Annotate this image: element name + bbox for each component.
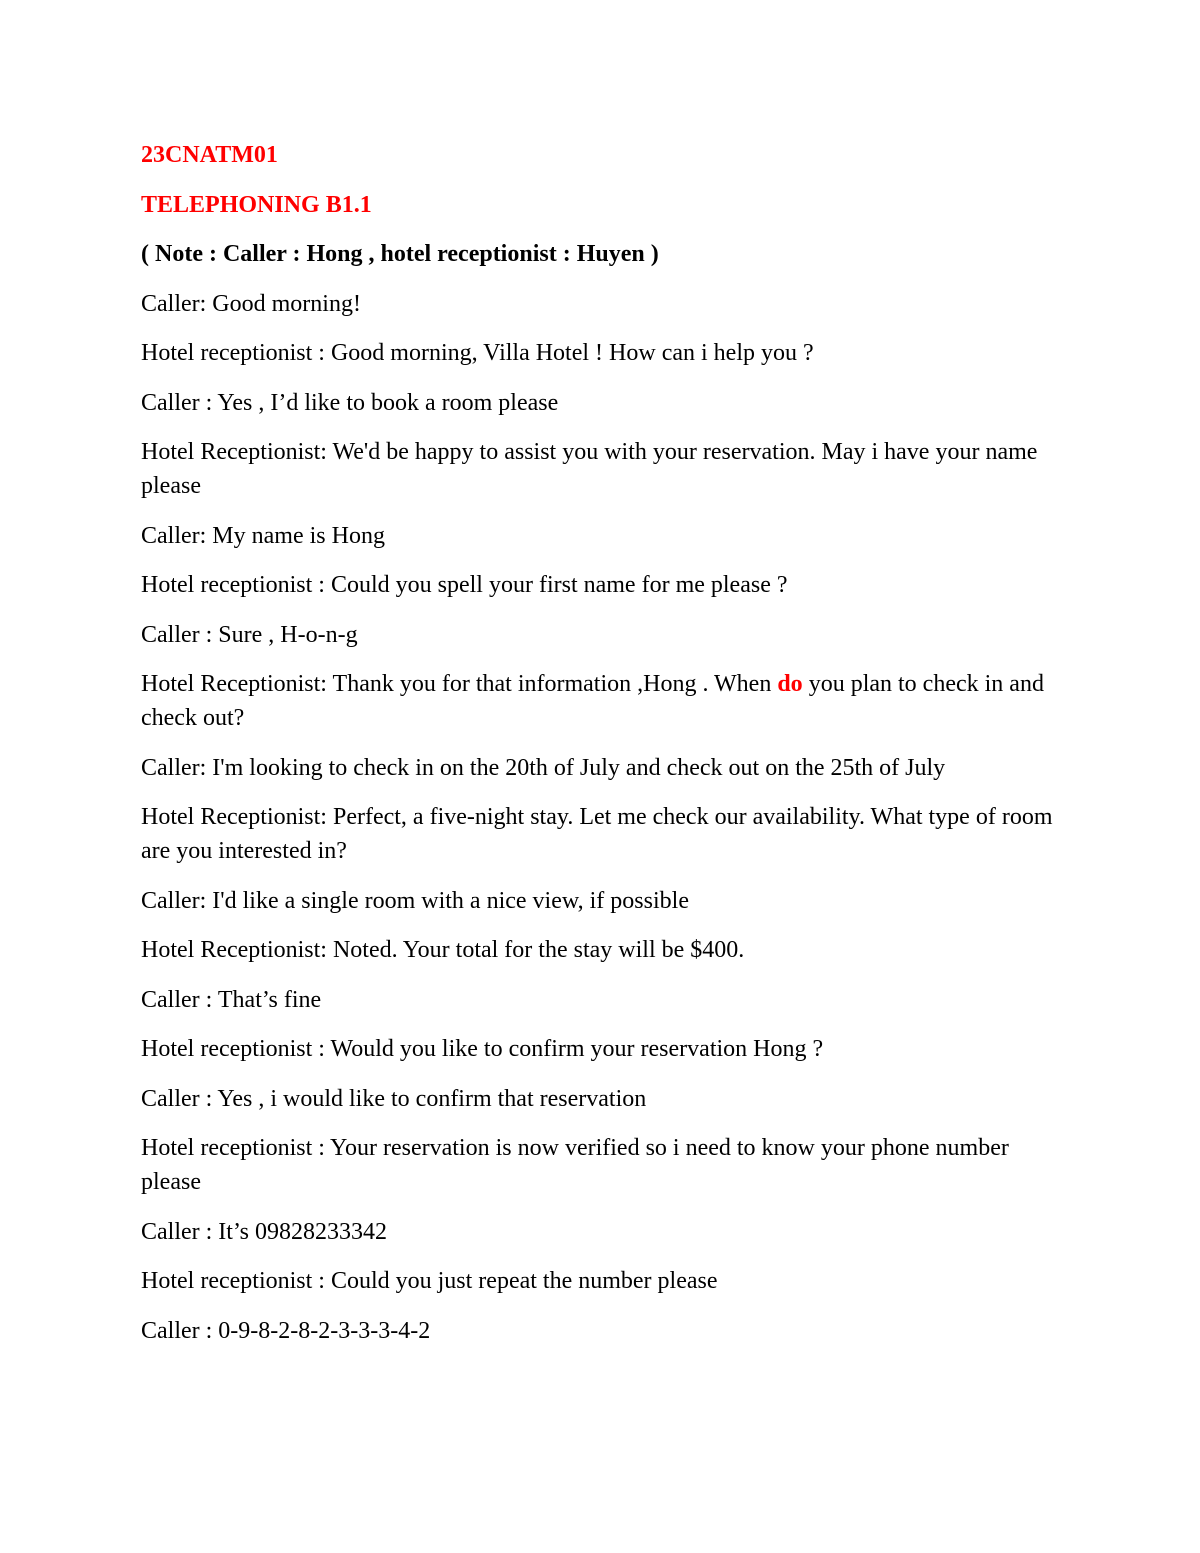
dialogue-text: you plan to check in and check out? xyxy=(141,671,1044,731)
highlighted-word: do xyxy=(777,671,803,697)
dialogue-line: Caller : Sure , H-o-n-g xyxy=(141,621,358,648)
class-code: 23CNATM01 xyxy=(141,142,278,168)
dialogue-line: Caller : That’s fine xyxy=(141,986,322,1013)
dialogue-line: Hotel receptionist : Your reservation is now verified so i need to know your phone number please xyxy=(141,1135,1009,1195)
dialogue-line: Caller : It’s 09828233342 xyxy=(141,1218,387,1245)
dialogue-line: Hotel receptionist : Could you just repeat the number please xyxy=(141,1268,718,1294)
dialogue-line: Caller : Yes , i would like to confirm that reservation xyxy=(141,1085,647,1112)
dialogue-line: Hotel Receptionist: Noted. Your total for the stay will be $400. xyxy=(141,937,745,963)
dialogue-line: Hotel receptionist : Would you like to confirm your reservation Hong ? xyxy=(141,1036,824,1062)
dialogue-line: Caller: Good morning! xyxy=(141,290,361,317)
dialogue-text: Hotel Receptionist: Thank you for that information ,Hong . When xyxy=(141,671,778,697)
document-title: TELEPHONING B1.1 xyxy=(141,191,372,218)
dialogue-line: Hotel receptionist : Good morning, Villa Hotel ! How can i help you ? xyxy=(141,340,814,366)
participants-note: ( Note : Caller : Hong , hotel receptionist : Huyen ) xyxy=(141,241,659,267)
dialogue-line: Hotel Receptionist: We'd be happy to assist you with your reservation. May i have your name please xyxy=(141,439,1038,499)
dialogue-line xyxy=(141,667,1061,735)
document-page xyxy=(141,138,1061,1363)
dialogue-line: Caller : 0-9-8-2-8-2-3-3-3-4-2 xyxy=(141,1317,431,1344)
dialogue-line: Caller: My name is Hong xyxy=(141,522,385,549)
dialogue-line: Caller: I'm looking to check in on the 20th of July and check out on the 25th of July xyxy=(141,754,946,781)
dialogue-line: Hotel Receptionist: Perfect, a five-night stay. Let me check our availability. What type of room are you interested in? xyxy=(141,804,1053,864)
dialogue-line: Caller: I'd like a single room with a nice view, if possible xyxy=(141,887,689,914)
dialogue-line: Caller : Yes , I’d like to book a room please xyxy=(141,389,559,416)
dialogue-line: Hotel receptionist : Could you spell your first name for me please ? xyxy=(141,572,788,598)
